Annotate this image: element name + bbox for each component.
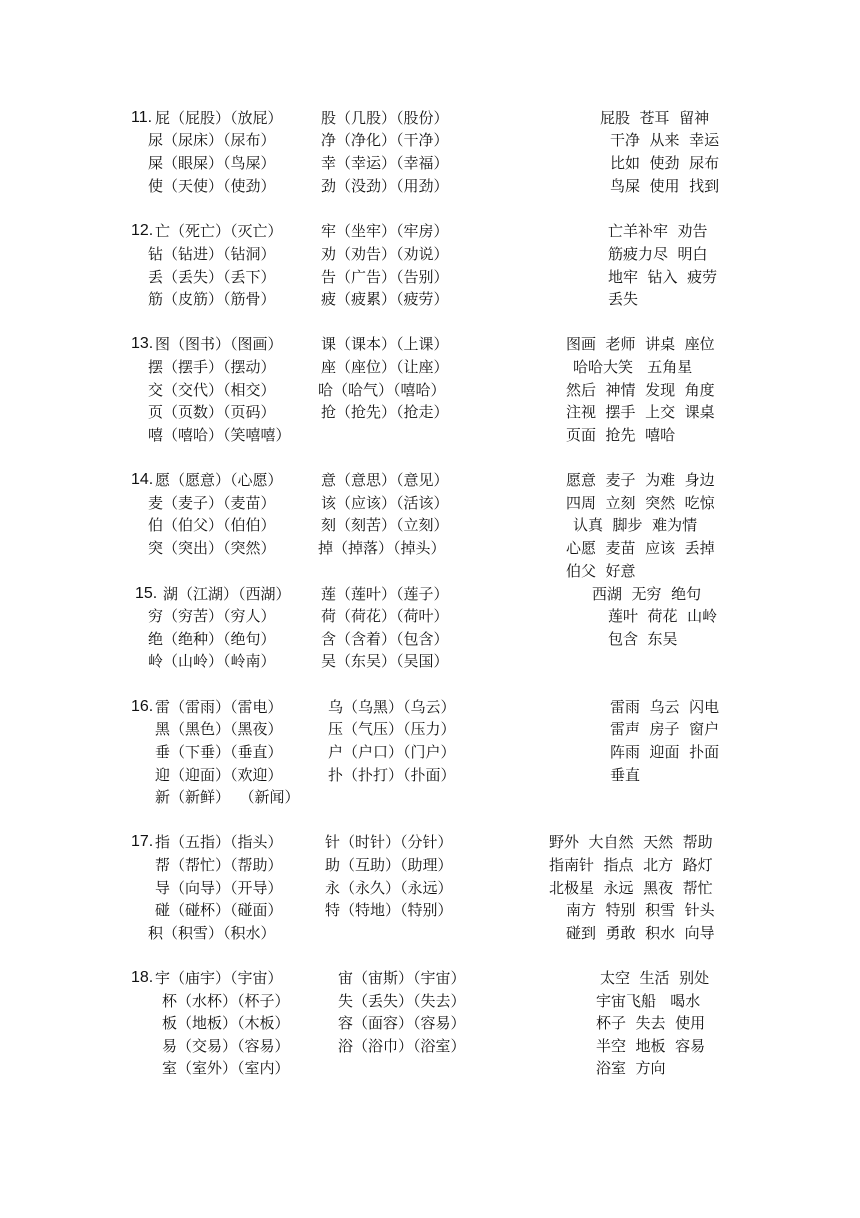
line-left: 湖（江湖）（西湖） bbox=[163, 585, 291, 603]
line-right: 包含 东吴 bbox=[608, 630, 678, 648]
line-mid: 含（含着）（包含） bbox=[321, 630, 449, 648]
line-mid: 课（课本）（上课） bbox=[321, 335, 449, 353]
line-left: 突（突出）（突然） bbox=[148, 539, 276, 557]
line-right: 阵雨 迎面 扑面 bbox=[610, 743, 720, 761]
line-left: 尿（尿床）（尿布） bbox=[148, 131, 276, 149]
line-right: 四周 立刻 突然 吃惊 bbox=[566, 494, 715, 512]
line-right: 太空 生活 别处 bbox=[600, 969, 710, 987]
line-left: 指（五指）（指头） bbox=[155, 833, 283, 851]
line-right: 野外 大自然 天然 帮助 bbox=[549, 833, 713, 851]
section-number-15: 15. bbox=[135, 585, 158, 602]
line-mid: 掉（掉落）（掉头） bbox=[318, 539, 446, 557]
line-left: 绝（绝种）（绝句） bbox=[148, 630, 276, 648]
line-right: 垂直 bbox=[610, 766, 641, 784]
line-left: 伯（伯父）（伯伯） bbox=[148, 516, 276, 534]
line-right: 指南针 指点 北方 路灯 bbox=[549, 856, 713, 874]
line-right: 北极星 永远 黑夜 帮忙 bbox=[549, 879, 713, 897]
line-mid: 容（面容）（容易） bbox=[338, 1014, 466, 1032]
line-left: 屎（眼屎）（鸟屎） bbox=[148, 154, 276, 172]
line-mid: 针（时针）（分针） bbox=[325, 833, 453, 851]
line-right: 愿意 麦子 为难 身边 bbox=[566, 471, 715, 489]
line-right: 图画 老师 讲桌 座位 bbox=[566, 335, 715, 353]
line-mid: 特（特地）（特别） bbox=[325, 901, 453, 919]
line-mid: 告（广告）（告别） bbox=[321, 268, 449, 286]
line-right: 页面 抢先 嘻哈 bbox=[566, 426, 676, 444]
line-right: 浴室 方向 bbox=[596, 1059, 666, 1077]
line-left: 屁（屁股）（放屁） bbox=[155, 109, 283, 127]
section-number-17: 17. bbox=[131, 833, 154, 850]
line-mid: 股（几股）（股份） bbox=[321, 109, 449, 127]
line-mid: 意（意思）（意见） bbox=[321, 471, 449, 489]
line-left: 穷（穷苦）（穷人） bbox=[148, 607, 276, 625]
line-left: 钻（钻进）（钻洞） bbox=[148, 245, 276, 263]
line-mid: 疲（疲累）（疲劳） bbox=[321, 290, 449, 308]
line-right: 哈哈大笑 五角星 bbox=[573, 358, 693, 376]
line-left: 图（图书）（图画） bbox=[155, 335, 283, 353]
line-right: 注视 摆手 上交 课桌 bbox=[566, 403, 715, 421]
line-left: 页（页数）（页码） bbox=[148, 403, 276, 421]
line-mid: 助（互助）（助理） bbox=[325, 856, 453, 874]
line-mid: 户（户口）（门户） bbox=[328, 743, 456, 761]
line-left: 碰（碰杯）（碰面） bbox=[155, 901, 283, 919]
line-right: 干净 从来 幸运 bbox=[610, 131, 720, 149]
line-right: 比如 使劲 尿布 bbox=[610, 154, 720, 172]
line-left: 愿（愿意）（心愿） bbox=[155, 471, 283, 489]
line-mid: 刻（刻苦）（立刻） bbox=[321, 516, 449, 534]
line-mid: 抢（抢先）（抢走） bbox=[321, 403, 449, 421]
line-mid: 该（应该）（活该） bbox=[321, 494, 449, 512]
line-right: 伯父 好意 bbox=[566, 562, 636, 580]
line-left: 黑（黑色）（黑夜） bbox=[155, 720, 283, 738]
line-left: 筋（皮筋）（筋骨） bbox=[148, 290, 276, 308]
line-left: 帮（帮忙）（帮助） bbox=[155, 856, 283, 874]
line-right: 屁股 苍耳 留神 bbox=[600, 109, 710, 127]
line-mid: 座（座位）（让座） bbox=[321, 358, 449, 376]
line-right: 认真 脚步 难为情 bbox=[573, 516, 698, 534]
line-left: 积（积雪）（积水） bbox=[148, 924, 276, 942]
line-left: 迎（迎面）（欢迎） bbox=[155, 766, 283, 784]
line-mid: 幸（幸运）（幸福） bbox=[321, 154, 449, 172]
line-right: 南方 特别 积雪 针头 bbox=[566, 901, 715, 919]
line-left: 垂（下垂）（垂直） bbox=[155, 743, 283, 761]
line-mid: 荷（荷花）（荷叶） bbox=[321, 607, 449, 625]
line-left: 交（交代）（相交） bbox=[148, 381, 276, 399]
line-right: 雷声 房子 窗户 bbox=[610, 720, 720, 738]
line-left: 岭（山岭）（岭南） bbox=[148, 652, 276, 670]
line-mid: 永（永久）（永远） bbox=[325, 879, 453, 897]
line-right: 宇宙飞船 喝水 bbox=[596, 992, 701, 1010]
line-right: 西湖 无穷 绝句 bbox=[592, 585, 702, 603]
section-number-14: 14. bbox=[131, 471, 154, 488]
line-left: 丢（丢失）（丢下） bbox=[148, 268, 276, 286]
line-right: 杯子 失去 使用 bbox=[596, 1014, 706, 1032]
line-mid: 乌（乌黑）（乌云） bbox=[328, 698, 456, 716]
line-right: 亡羊补牢 劝告 bbox=[608, 222, 708, 240]
line-right: 雷雨 乌云 闪电 bbox=[610, 698, 720, 716]
line-mid: 宙（宙斯）（宇宙） bbox=[338, 969, 466, 987]
line-left: 易（交易）（容易） bbox=[162, 1037, 290, 1055]
line-left: 杯（水杯）（杯子） bbox=[162, 992, 290, 1010]
section-number-18: 18. bbox=[131, 969, 154, 986]
section-number-12: 12. bbox=[131, 222, 154, 239]
line-left: 板（地板）（木板） bbox=[162, 1014, 290, 1032]
line-right: 心愿 麦苗 应该 丢掉 bbox=[566, 539, 715, 557]
line-right: 鸟屎 使用 找到 bbox=[610, 177, 720, 195]
line-mid: 莲（莲叶）（莲子） bbox=[321, 585, 449, 603]
line-mid: 牢（坐牢）（牢房） bbox=[321, 222, 449, 240]
section-number-16: 16. bbox=[131, 698, 154, 715]
line-left: 雷（雷雨）（雷电） bbox=[155, 698, 283, 716]
line-right: 然后 神情 发现 角度 bbox=[566, 381, 715, 399]
line-right: 碰到 勇敢 积水 向导 bbox=[566, 924, 715, 942]
line-left: 亡（死亡）（灭亡） bbox=[155, 222, 283, 240]
line-left: 宇（庙宇）（宇宙） bbox=[155, 969, 283, 987]
line-right: 半空 地板 容易 bbox=[596, 1037, 706, 1055]
line-left: 摆（摆手）（摆动） bbox=[148, 358, 276, 376]
line-right: 莲叶 荷花 山岭 bbox=[608, 607, 718, 625]
section-number-13: 13. bbox=[131, 335, 154, 352]
line-left: 新（新鲜） （新闻） bbox=[155, 788, 300, 806]
line-left: 使（天使）（使劲） bbox=[148, 177, 276, 195]
line-mid: 压（气压）（压力） bbox=[328, 720, 456, 738]
line-mid: 失（丢失）（失去） bbox=[338, 992, 466, 1010]
line-right: 筋疲力尽 明白 bbox=[608, 245, 708, 263]
line-left: 麦（麦子）（麦苗） bbox=[148, 494, 276, 512]
line-mid: 劝（劝告）（劝说） bbox=[321, 245, 449, 263]
line-right: 地牢 钻入 疲劳 bbox=[608, 268, 718, 286]
line-right: 丢失 bbox=[608, 290, 639, 308]
line-mid: 浴（浴巾）（浴室） bbox=[338, 1037, 466, 1055]
line-mid: 哈（哈气）（嘻哈） bbox=[318, 381, 446, 399]
line-mid: 吴（东吴）（吴国） bbox=[321, 652, 449, 670]
line-left: 室（室外）（室内） bbox=[162, 1059, 290, 1077]
line-mid: 劲（没劲）（用劲） bbox=[321, 177, 449, 195]
line-mid: 净（净化）（干净） bbox=[321, 131, 449, 149]
line-left: 导（向导）（开导） bbox=[155, 879, 283, 897]
section-number-11: 11. bbox=[131, 109, 153, 126]
line-left: 嘻（嘻哈）（笑嘻嘻） bbox=[148, 426, 291, 444]
line-mid: 扑（扑打）（扑面） bbox=[328, 766, 456, 784]
